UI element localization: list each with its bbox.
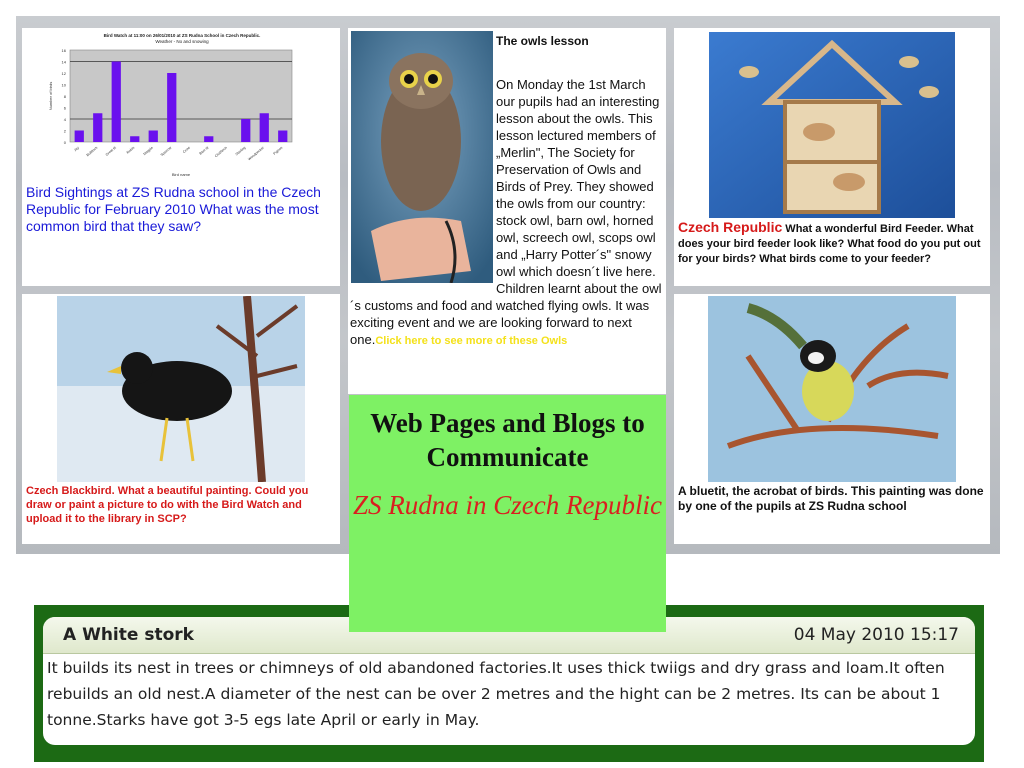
chart-y-tick-label: 0 [63,140,66,145]
chart-bar [112,62,121,143]
chart-x-tick-label: Sparrow [159,145,173,158]
feeder-caption-heading: Czech Republic [678,219,783,235]
blackbird-caption: Czech Blackbird. What a beautiful painting. Could you draw or paint a picture to do with the Bird Watch and upload it to the library in SCP? [26,485,309,525]
bluetit-painting [708,296,956,482]
bird-bar-chart [22,42,340,202]
owl-lesson-text: On Monday the 1st March our pupils had an interesting lesson about the owls. This lesson lectured members of „Merlin", The Society for Preservation of Owls and Birds of Prey. They showed the owls from our country: stock owl, barn owl, horned owl, screech owl, scops owl and „Harry Potter´s" snowy owl which doesn´t live here. Children learnt about the owl´s customs and food and watched flying owls. It was exciting event and we are looking forward to next one. [350,77,662,347]
blog-post-body: It builds its nest in trees or chimneys of old abandoned factories.It uses thick twiigs and dry grass and loam.It often rebuilds an old nest.A diameter of the nest can be over 2 metres and the hight can be 2 metres. Its can be about 1 tonne.Starks have got 3-5 egs late April or early in May. [47,659,945,729]
title-banner [349,395,666,632]
chart-x-tick-label: Crow [182,145,191,155]
chart-x-tick-label: Woodpecker [247,145,265,162]
chart-y-tick-label: 4 [63,117,66,122]
chart-bar [149,131,158,143]
chart-y-tick-label: 10 [61,82,66,88]
chart-bar [130,136,139,142]
chart-bar [93,113,102,142]
blog-post [43,617,975,745]
bird-feeder-panel [674,28,990,286]
chart-x-tick-label: Chaffinch [214,145,228,159]
blackbird-painting [57,296,305,482]
owl-more-link[interactable]: Click here to see more of these Owls [375,335,568,347]
chart-bar [278,131,287,143]
blog-post-title[interactable]: A White stork [63,625,194,645]
chart-y-tick-label: 14 [61,59,66,65]
owl-lesson-body [350,76,665,350]
chart-x-tick-label: Blue tit [198,145,210,156]
chart-y-tick-label: 8 [63,94,66,99]
chart-x-tick-label: Starling [234,145,247,157]
bluetit-panel [674,294,990,544]
feeder-caption [678,220,988,267]
chart-x-axis-label: Bird name [171,172,191,177]
chart-y-tick-label: 16 [61,48,66,53]
chart-bar [260,113,269,142]
blackbird-panel [22,294,340,544]
chart-x-tick-label: Pigeon [272,145,284,156]
chart-bar [167,73,176,142]
chart-bar [241,119,250,142]
bird-feeder-painting [709,32,955,218]
chart-x-tick-label: Magpie [142,145,154,157]
chart-title: Bird Watch at 11:00 on 26/01/2010 at ZS Rudna School in Czech Republic. [103,33,261,38]
feeder-caption-text: What a wonderful Bird Feeder. What does your bird feeder look like? What food do you put out for your birds? What birds come to your feeder? [678,223,981,265]
chart-bar [75,131,84,143]
bird-chart-panel [22,28,340,286]
chart-caption: Bird Sightings at ZS Rudna school in the Czech Republic for February 2010 What was the most common bird that they saw? [26,184,321,234]
chart-y-axis-label: Number of birds [48,81,53,111]
chart-x-tick-label: Jay [73,145,80,153]
blog-post-date: 04 May 2010 15:17 [793,625,959,645]
chart-subtitle: Weather - No and snowing [155,39,209,44]
banner-title: Web Pages and Blogs to Communicate [370,408,645,472]
owl-lesson-panel [348,28,666,394]
owl-lesson-title: The owls lesson [496,34,589,48]
bluetit-caption: A bluetit, the acrobat of birds. This painting was done by one of the pupils at ZS Rudna school [678,484,984,513]
chart-plot-area [70,50,292,142]
chart-y-tick-label: 12 [61,71,66,76]
chart-bar [204,136,213,142]
chart-x-tick-label: Bullfinch [85,145,99,158]
banner-subtitle: ZS Rudna in Czech Republic [353,490,662,520]
chart-x-tick-label: Great tit [104,145,117,157]
chart-x-tick-label: Robin [125,145,136,155]
chart-y-tick-label: 6 [63,105,66,111]
chart-y-tick-label: 2 [63,128,66,134]
